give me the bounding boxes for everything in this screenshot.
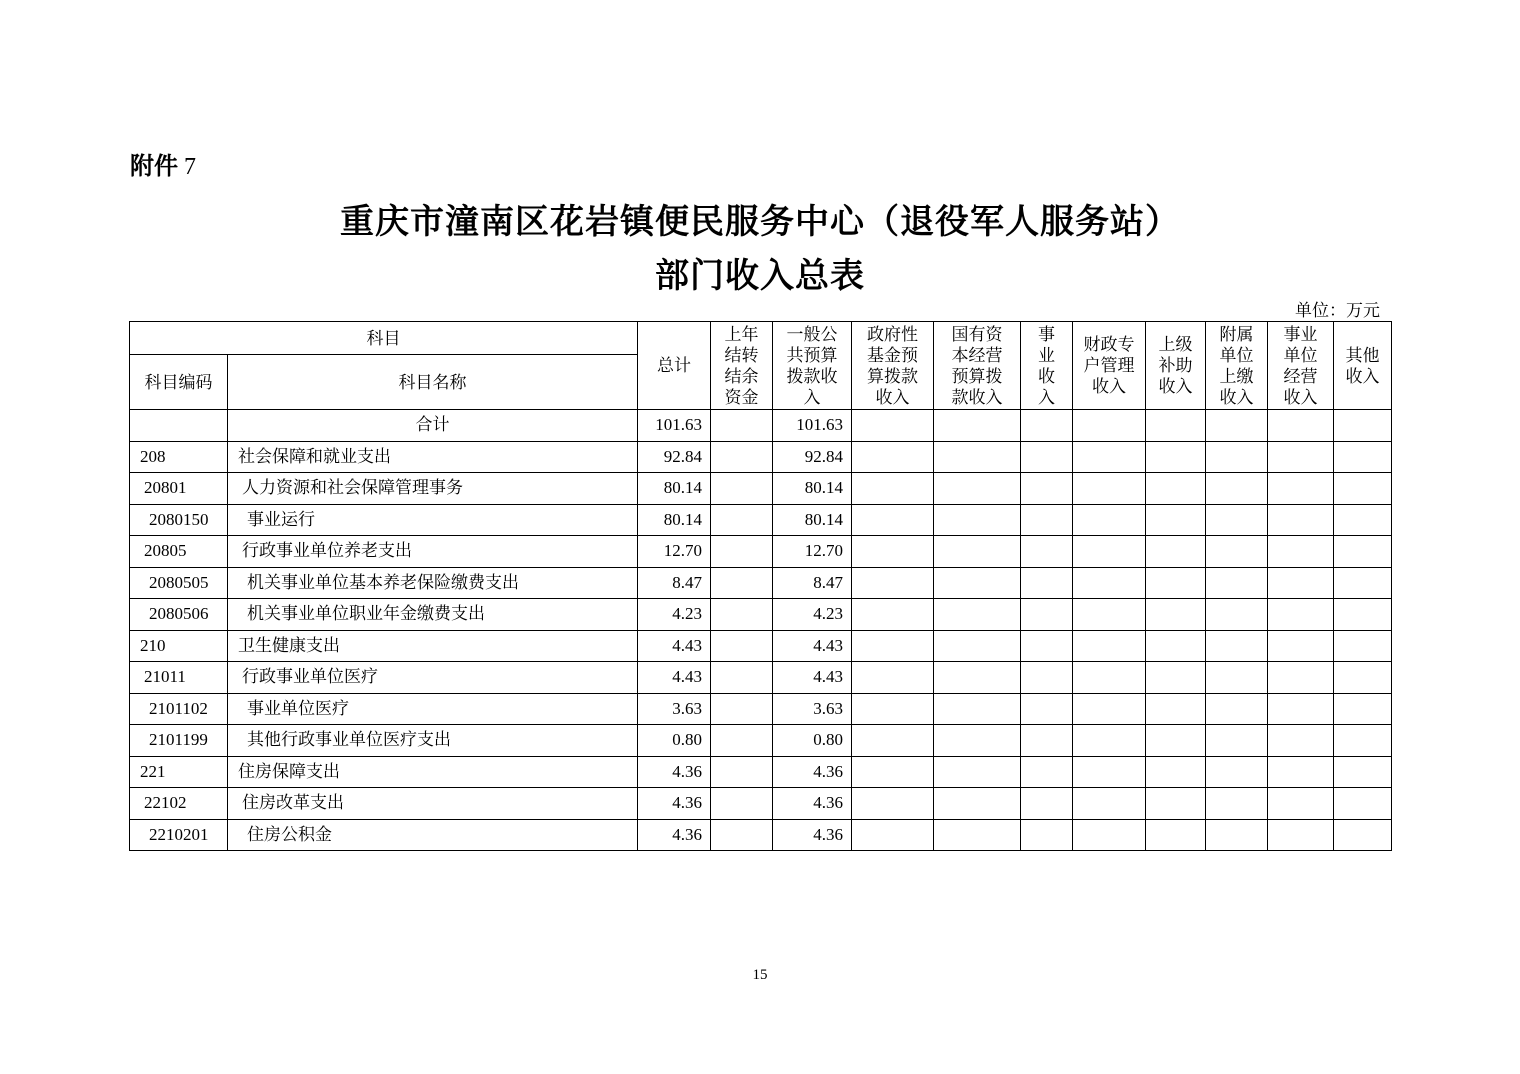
empty-cell bbox=[852, 725, 934, 757]
row-name: 住房保障支出 bbox=[228, 756, 638, 788]
empty-cell bbox=[1021, 819, 1073, 851]
table-row bbox=[130, 630, 1392, 662]
empty-cell bbox=[1206, 819, 1268, 851]
header-affiliated: 附属 单位 上缴 收入 bbox=[1206, 322, 1268, 410]
empty-cell bbox=[1268, 788, 1334, 820]
empty-cell bbox=[852, 473, 934, 505]
row-name: 社会保障和就业支出 bbox=[228, 441, 638, 473]
empty-cell bbox=[1206, 630, 1268, 662]
empty-cell bbox=[1146, 693, 1206, 725]
empty-cell bbox=[1334, 410, 1392, 442]
table-row bbox=[130, 725, 1392, 757]
empty-cell bbox=[711, 725, 773, 757]
empty-cell bbox=[1268, 819, 1334, 851]
empty-cell bbox=[1146, 725, 1206, 757]
empty-cell bbox=[934, 662, 1021, 694]
row-code: 210 bbox=[130, 630, 228, 662]
table-row bbox=[130, 473, 1392, 505]
row-name: 机关事业单位职业年金缴费支出 bbox=[228, 599, 638, 631]
row-general: 8.47 bbox=[773, 567, 852, 599]
empty-cell bbox=[1021, 536, 1073, 568]
empty-cell bbox=[1334, 599, 1392, 631]
row-general: 4.43 bbox=[773, 630, 852, 662]
row-name: 卫生健康支出 bbox=[228, 630, 638, 662]
empty-cell bbox=[1073, 504, 1146, 536]
empty-cell bbox=[1206, 599, 1268, 631]
row-code: 2210201 bbox=[130, 819, 228, 851]
empty-cell bbox=[1146, 788, 1206, 820]
empty-cell bbox=[1206, 662, 1268, 694]
row-general: 3.63 bbox=[773, 693, 852, 725]
empty-cell bbox=[934, 441, 1021, 473]
document-title: 重庆市潼南区花岩镇便民服务中心（退役军人服务站） bbox=[340, 202, 1180, 242]
empty-cell bbox=[1206, 756, 1268, 788]
header-unit-operating: 事业 单位 经营 收入 bbox=[1268, 322, 1334, 410]
empty-cell bbox=[1021, 410, 1073, 442]
empty-cell bbox=[852, 599, 934, 631]
empty-cell bbox=[1021, 693, 1073, 725]
header-code: 科目编码 bbox=[130, 355, 228, 410]
row-total: 4.36 bbox=[638, 788, 711, 820]
row-code: 22102 bbox=[130, 788, 228, 820]
total-general: 101.63 bbox=[773, 410, 852, 442]
empty-cell bbox=[711, 756, 773, 788]
empty-cell bbox=[934, 473, 1021, 505]
empty-cell bbox=[711, 410, 773, 442]
empty-cell bbox=[711, 693, 773, 725]
empty-cell bbox=[1268, 473, 1334, 505]
empty-cell bbox=[852, 567, 934, 599]
empty-cell bbox=[1073, 630, 1146, 662]
row-general: 80.14 bbox=[773, 473, 852, 505]
empty-cell bbox=[711, 599, 773, 631]
empty-cell bbox=[1146, 599, 1206, 631]
empty-cell bbox=[934, 504, 1021, 536]
empty-cell bbox=[1268, 662, 1334, 694]
empty-cell bbox=[1021, 788, 1073, 820]
table-row bbox=[130, 819, 1392, 851]
row-total: 92.84 bbox=[638, 441, 711, 473]
empty-cell bbox=[1073, 725, 1146, 757]
empty-cell bbox=[1206, 567, 1268, 599]
header-state-capital: 国有资 本经营 预算拨 款收入 bbox=[934, 322, 1021, 410]
empty-cell bbox=[711, 441, 773, 473]
empty-cell bbox=[1334, 504, 1392, 536]
row-name: 事业单位医疗 bbox=[228, 693, 638, 725]
row-general: 0.80 bbox=[773, 725, 852, 757]
empty-cell bbox=[934, 630, 1021, 662]
empty-cell bbox=[1206, 693, 1268, 725]
empty-cell bbox=[1021, 599, 1073, 631]
row-code: 2080506 bbox=[130, 599, 228, 631]
empty-cell bbox=[1268, 630, 1334, 662]
empty-cell bbox=[1268, 504, 1334, 536]
empty-cell bbox=[1073, 756, 1146, 788]
empty-cell bbox=[1334, 693, 1392, 725]
total-code-cell bbox=[130, 410, 228, 442]
empty-cell bbox=[1146, 536, 1206, 568]
row-general: 4.23 bbox=[773, 599, 852, 631]
empty-cell bbox=[711, 504, 773, 536]
unit-label: 单位：万元 bbox=[1295, 301, 1380, 320]
empty-cell bbox=[1334, 473, 1392, 505]
row-total: 80.14 bbox=[638, 473, 711, 505]
row-total: 4.43 bbox=[638, 662, 711, 694]
empty-cell bbox=[1073, 788, 1146, 820]
empty-cell bbox=[1146, 441, 1206, 473]
empty-cell bbox=[852, 410, 934, 442]
row-code: 2101199 bbox=[130, 725, 228, 757]
empty-cell bbox=[852, 536, 934, 568]
header-carryover: 上年 结转 结余 资金 bbox=[711, 322, 773, 410]
empty-cell bbox=[1073, 819, 1146, 851]
empty-cell bbox=[1334, 756, 1392, 788]
empty-cell bbox=[1146, 567, 1206, 599]
table-row bbox=[130, 788, 1392, 820]
row-general: 92.84 bbox=[773, 441, 852, 473]
empty-cell bbox=[711, 788, 773, 820]
row-name: 行政事业单位养老支出 bbox=[228, 536, 638, 568]
row-general: 4.36 bbox=[773, 788, 852, 820]
row-total: 0.80 bbox=[638, 725, 711, 757]
empty-cell bbox=[711, 473, 773, 505]
empty-cell bbox=[852, 630, 934, 662]
row-code: 2080150 bbox=[130, 504, 228, 536]
row-name: 机关事业单位基本养老保险缴费支出 bbox=[228, 567, 638, 599]
empty-cell bbox=[1146, 662, 1206, 694]
income-table bbox=[129, 321, 1392, 851]
empty-cell bbox=[1268, 441, 1334, 473]
row-general: 4.43 bbox=[773, 662, 852, 694]
empty-cell bbox=[1206, 410, 1268, 442]
empty-cell bbox=[1073, 567, 1146, 599]
empty-cell bbox=[934, 725, 1021, 757]
attachment-number: 7 bbox=[184, 154, 196, 180]
row-name: 住房改革支出 bbox=[228, 788, 638, 820]
empty-cell bbox=[1021, 725, 1073, 757]
header-fiscal-special: 财政专 户管理 收入 bbox=[1073, 322, 1146, 410]
empty-cell bbox=[1268, 693, 1334, 725]
empty-cell bbox=[1334, 567, 1392, 599]
row-total: 4.23 bbox=[638, 599, 711, 631]
row-code: 20805 bbox=[130, 536, 228, 568]
empty-cell bbox=[934, 756, 1021, 788]
empty-cell bbox=[1268, 756, 1334, 788]
row-name: 行政事业单位医疗 bbox=[228, 662, 638, 694]
row-code: 20801 bbox=[130, 473, 228, 505]
row-general: 80.14 bbox=[773, 504, 852, 536]
empty-cell bbox=[1268, 567, 1334, 599]
header-subject: 科目 bbox=[130, 322, 638, 355]
row-total: 4.36 bbox=[638, 819, 711, 851]
empty-cell bbox=[1268, 410, 1334, 442]
row-name: 住房公积金 bbox=[228, 819, 638, 851]
empty-cell bbox=[1021, 504, 1073, 536]
table-row bbox=[130, 756, 1392, 788]
empty-cell bbox=[1146, 756, 1206, 788]
empty-cell bbox=[852, 693, 934, 725]
row-code: 2101102 bbox=[130, 693, 228, 725]
empty-cell bbox=[852, 819, 934, 851]
empty-cell bbox=[1334, 630, 1392, 662]
row-general: 4.36 bbox=[773, 819, 852, 851]
row-general: 4.36 bbox=[773, 756, 852, 788]
empty-cell bbox=[1021, 567, 1073, 599]
row-name: 人力资源和社会保障管理事务 bbox=[228, 473, 638, 505]
empty-cell bbox=[934, 819, 1021, 851]
header-general-budget: 一般公 共预算 拨款收 入 bbox=[773, 322, 852, 410]
row-code: 21011 bbox=[130, 662, 228, 694]
row-total: 3.63 bbox=[638, 693, 711, 725]
empty-cell bbox=[1073, 599, 1146, 631]
table-row bbox=[130, 504, 1392, 536]
page-number: 15 bbox=[752, 967, 768, 983]
empty-cell bbox=[1021, 473, 1073, 505]
empty-cell bbox=[1206, 788, 1268, 820]
empty-cell bbox=[934, 410, 1021, 442]
header-name: 科目名称 bbox=[228, 355, 638, 410]
empty-cell bbox=[711, 630, 773, 662]
empty-cell bbox=[934, 788, 1021, 820]
empty-cell bbox=[711, 536, 773, 568]
empty-cell bbox=[1073, 662, 1146, 694]
empty-cell bbox=[934, 567, 1021, 599]
empty-cell bbox=[1334, 725, 1392, 757]
empty-cell bbox=[1206, 536, 1268, 568]
row-total: 80.14 bbox=[638, 504, 711, 536]
empty-cell bbox=[1206, 441, 1268, 473]
row-name: 事业运行 bbox=[228, 504, 638, 536]
empty-cell bbox=[1021, 756, 1073, 788]
attachment-label bbox=[130, 146, 196, 181]
total-row bbox=[130, 410, 1392, 442]
table-row bbox=[130, 693, 1392, 725]
row-code: 208 bbox=[130, 441, 228, 473]
empty-cell bbox=[1021, 630, 1073, 662]
empty-cell bbox=[934, 693, 1021, 725]
row-general: 12.70 bbox=[773, 536, 852, 568]
table-row bbox=[130, 567, 1392, 599]
table-row bbox=[130, 536, 1392, 568]
empty-cell bbox=[711, 662, 773, 694]
empty-cell bbox=[1021, 441, 1073, 473]
empty-cell bbox=[1146, 630, 1206, 662]
empty-cell bbox=[711, 567, 773, 599]
empty-cell bbox=[1334, 819, 1392, 851]
empty-cell bbox=[1334, 441, 1392, 473]
row-name: 其他行政事业单位医疗支出 bbox=[228, 725, 638, 757]
empty-cell bbox=[1334, 788, 1392, 820]
empty-cell bbox=[1146, 410, 1206, 442]
empty-cell bbox=[1073, 410, 1146, 442]
empty-cell bbox=[1073, 473, 1146, 505]
empty-cell bbox=[1073, 693, 1146, 725]
empty-cell bbox=[1073, 536, 1146, 568]
empty-cell bbox=[852, 788, 934, 820]
empty-cell bbox=[1334, 536, 1392, 568]
empty-cell bbox=[1146, 504, 1206, 536]
empty-cell bbox=[1073, 441, 1146, 473]
table-row bbox=[130, 441, 1392, 473]
empty-cell bbox=[1146, 473, 1206, 505]
attachment-text: 附件 bbox=[130, 152, 178, 180]
total-total: 101.63 bbox=[638, 410, 711, 442]
header-business-income: 事 业 收 入 bbox=[1021, 322, 1073, 410]
table-row bbox=[130, 662, 1392, 694]
row-total: 8.47 bbox=[638, 567, 711, 599]
empty-cell bbox=[1268, 599, 1334, 631]
empty-cell bbox=[852, 441, 934, 473]
table-row bbox=[130, 599, 1392, 631]
empty-cell bbox=[852, 756, 934, 788]
row-code: 221 bbox=[130, 756, 228, 788]
header-gov-fund: 政府性 基金预 算拨款 收入 bbox=[852, 322, 934, 410]
header-higher-subsidy: 上级 补助 收入 bbox=[1146, 322, 1206, 410]
row-code: 2080505 bbox=[130, 567, 228, 599]
empty-cell bbox=[1206, 473, 1268, 505]
total-label: 合计 bbox=[228, 410, 638, 442]
row-total: 4.36 bbox=[638, 756, 711, 788]
empty-cell bbox=[934, 536, 1021, 568]
header-total: 总计 bbox=[638, 322, 711, 410]
empty-cell bbox=[1268, 536, 1334, 568]
empty-cell bbox=[711, 819, 773, 851]
header-other: 其他 收入 bbox=[1334, 322, 1392, 410]
empty-cell bbox=[852, 504, 934, 536]
empty-cell bbox=[852, 662, 934, 694]
row-total: 12.70 bbox=[638, 536, 711, 568]
empty-cell bbox=[1021, 662, 1073, 694]
empty-cell bbox=[1146, 819, 1206, 851]
empty-cell bbox=[1334, 662, 1392, 694]
empty-cell bbox=[1268, 725, 1334, 757]
document-subtitle: 部门收入总表 bbox=[655, 256, 865, 296]
empty-cell bbox=[1206, 725, 1268, 757]
empty-cell bbox=[1206, 504, 1268, 536]
empty-cell bbox=[934, 599, 1021, 631]
row-total: 4.43 bbox=[638, 630, 711, 662]
